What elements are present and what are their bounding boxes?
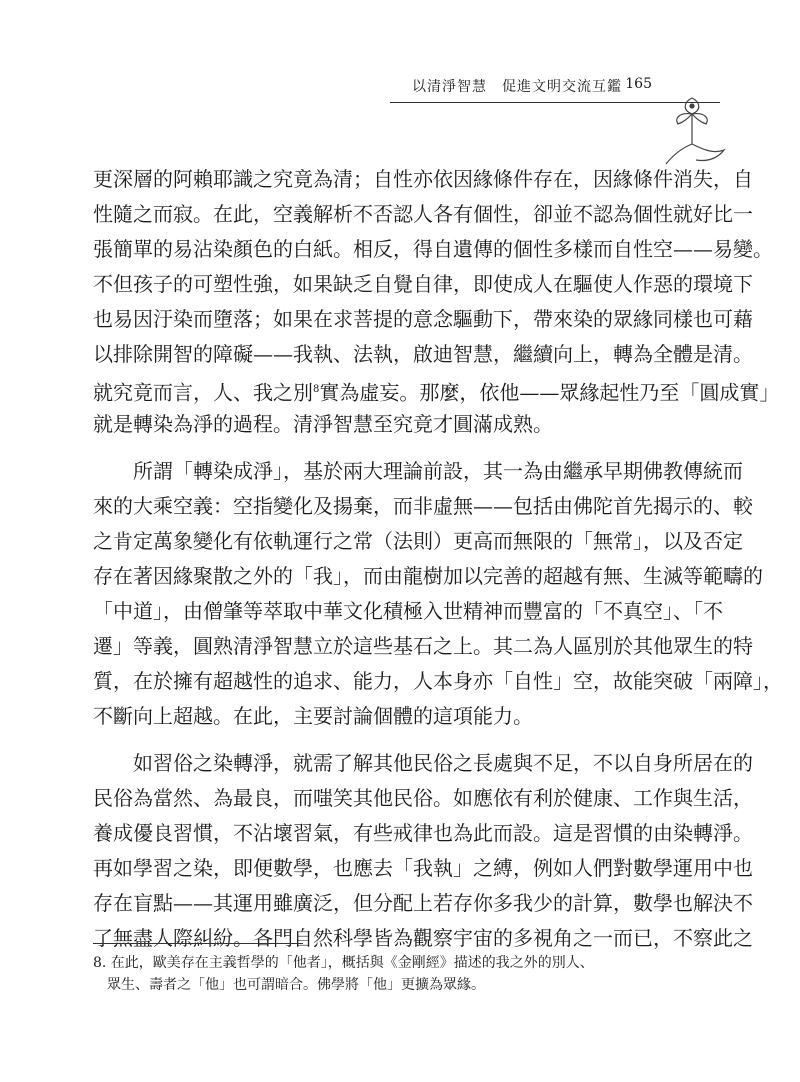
body-text [93,162,783,956]
text-line: 張簡單的易沾染顏色的白紙。相反，得自遺傳的個性多樣而自性空——易變。 [93,237,773,261]
text-line: 養成優良習慣，不沾壞習氣，有些戒律也為此而設。這是習慣的由染轉淨。 [93,821,753,845]
text-line: 「中道」，由僧肇等萃取中華文化積極入世精神而豐富的「不真空」、「不 [93,599,723,623]
text-line: 如習俗之染轉淨，就需了解其他民俗之長處與不足，不以自身所居在的 [133,751,753,775]
text-line-with-footnote [93,372,780,407]
footnote-line: 眾生、壽者之「他」也可謂暗合。佛學將「他」更擴為眾緣。 [93,977,485,993]
text-line: 來的大乘空義：空指變化及揚棄，而非虛無——包括由佛陀首先揭示的、較 [93,494,753,518]
text-line: 存在盲點——其運用雖廣泛，但分配上若存你多我少的計算，數學也解決不 [93,891,753,915]
paragraph-1 [93,162,780,442]
lotus-flower-ornament-icon [652,92,732,172]
text-line: 性隨之而寂。在此，空義解析不否認人各有個性，卻並不認為個性就好比一 [93,202,753,226]
footnote-line: 8. 在此，歐美存在主義哲學的「他者」，概括與《金剛經》描述的我之外的別人、 [93,955,594,971]
text-line: 了無盡人際糾紛。各門自然科學皆為觀察宇宙的多視角之一而已，不察此之 [93,926,753,950]
page-number: 165 [625,76,652,92]
footnote-marker[interactable]: 8 [313,384,320,395]
text-line: 遷」等義，圓熟清淨智慧立於這些基石之上。其二為人區別於其他眾生的特 [93,634,753,658]
text-line: 也易因汙染而墮落；如果在求菩提的意念驅動下，帶來染的眾緣同樣也可藉 [93,307,753,331]
text-line: 存在著因緣聚散之外的「我」，而由龍樹加以完善的超越有無、生滅等範疇的 [93,564,763,588]
text-line: 更深層的阿賴耶識之究竟為清；自性亦依因緣條件存在，因緣條件消失，自 [93,167,753,191]
text-line: 民俗為當然、為最良，而嗤笑其他民俗。如應依有利於健康、工作與生活， [93,786,753,810]
text-line: 質，在於擁有超越性的追求、能力，人本身亦「自性」空，故能突破「兩障」， [93,669,783,693]
paragraph-2 [93,454,783,734]
text-line: 不但孩子的可塑性強，如果缺乏自覺自律，即使成人在驅使人作惡的環境下 [93,272,753,296]
text-line: 以排除開智的障礙——我執、法執，啟迪智慧，繼續向上，轉為全體是清。 [93,342,753,366]
paragraph-3 [93,746,753,956]
text-line: 不斷向上超越。在此，主要討論個體的這項能力。 [93,704,533,728]
footnote-rule [93,943,303,944]
text-fragment: 就究竟而言，人、我之別 [93,380,313,405]
footnote [93,952,709,996]
text-line: 再如學習之染，即便數學，也應去「我執」之縛，例如人們對數學運用中也 [93,856,753,880]
text-fragment: 實為虛妄。那麼，依他——眾緣起性乃至「圓成實」 [319,380,780,405]
running-header [0,70,800,100]
text-line: 就是轉染為淨的過程。清淨智慧至究竟才圓滿成熟。 [93,412,553,436]
text-line: 之肯定萬象變化有依軌運行之常（法則）更高而無限的「無常」，以及否定 [93,529,743,553]
text-line: 所謂「轉染成淨」，基於兩大理論前設，其一為由繼承早期佛教傳統而 [133,459,743,483]
running-title: 以清淨智慧 促進文明交流互鑑 [412,79,622,95]
